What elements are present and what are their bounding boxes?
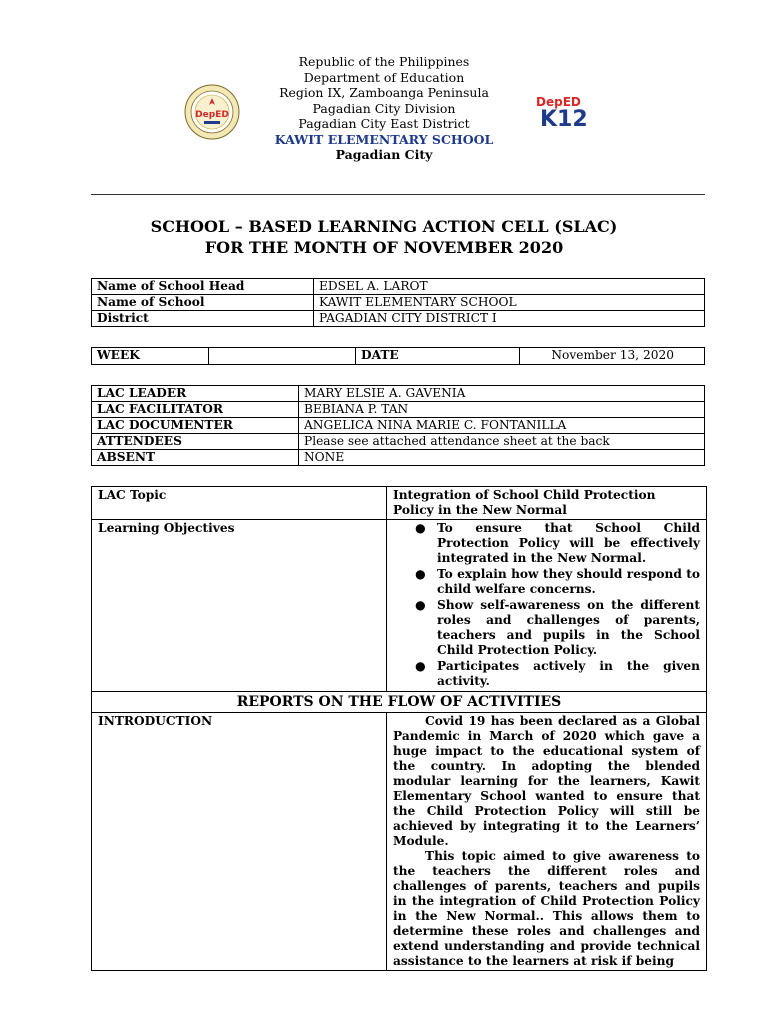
header-divider <box>91 194 705 195</box>
header-line-division: Pagadian City Division <box>312 100 456 116</box>
school-head-label: Name of School Head <box>92 279 314 295</box>
table-row <box>92 418 705 434</box>
school-info-table <box>91 278 705 327</box>
learning-objectives-label: Learning Objectives <box>92 520 387 692</box>
table-row <box>92 402 705 418</box>
table-row <box>92 450 705 466</box>
table-row <box>92 279 705 295</box>
objectives-list <box>393 521 700 689</box>
lac-leader-value: MARY ELSIE A. GAVENIA <box>299 386 705 402</box>
list-item <box>415 567 700 597</box>
table-row <box>92 311 705 327</box>
deped-k12-logo <box>534 94 612 128</box>
lac-documenter-value: ANGELICA NINA MARIE C. FONTANILLA <box>299 418 705 434</box>
bullet-icon: ● <box>415 521 426 535</box>
table-row <box>92 386 705 402</box>
header-line-department: Department of Education <box>303 69 465 85</box>
school-name-label: Name of School <box>92 295 314 311</box>
table-row <box>92 713 707 971</box>
header-line-region: Region IX, Zamboanga Peninsula <box>279 85 489 100</box>
bullet-icon: ● <box>415 659 426 673</box>
reports-heading: REPORTS ON THE FLOW OF ACTIVITIES <box>92 692 707 713</box>
bullet-icon: ● <box>415 567 426 581</box>
k12-logo-top: DepED <box>536 95 581 109</box>
k12-logo-bottom: K12 <box>540 107 588 128</box>
introduction-label: INTRODUCTION <box>92 713 387 971</box>
date-value: November 13, 2020 <box>520 348 705 365</box>
attendees-value: Please see attached attendance sheet at the back <box>299 434 705 450</box>
header-line-republic: Republic of the Philippines <box>298 54 470 69</box>
date-label: DATE <box>356 348 520 365</box>
school-name-value: KAWIT ELEMENTARY SCHOOL <box>314 295 705 311</box>
absent-value: NONE <box>299 450 705 466</box>
absent-label: ABSENT <box>92 450 299 466</box>
table-row <box>92 295 705 311</box>
seal-text: DepED <box>195 110 229 120</box>
header-city: Pagadian City <box>335 147 433 162</box>
lac-facilitator-label: LAC FACILITATOR <box>92 402 299 418</box>
title-line-2: FOR THE MONTH OF NOVEMBER 2020 <box>204 238 564 257</box>
list-item <box>415 598 700 658</box>
table-row <box>92 692 707 713</box>
lac-leader-label: LAC LEADER <box>92 386 299 402</box>
lac-topic-value: Integration of School Child Protection Policy in the New Normal <box>387 487 707 520</box>
attendees-label: ATTENDEES <box>92 434 299 450</box>
learning-objectives-cell <box>387 520 707 692</box>
table-row <box>92 520 707 692</box>
header-line-district: Pagadian City East District <box>298 116 470 131</box>
introduction-paragraph-2: This topic aimed to give awareness to the teachers the different roles and challenges of parents, teachers and pupils in the integration of Child Protection Policy in the New Normal.. This allows them to determine these roles and challenges and extend understanding and provide technical assistance to the learners at risk if being <box>393 849 700 968</box>
district-label: District <box>92 311 314 327</box>
title-line-1: SCHOOL – BASED LEARNING ACTION CELL (SLAC) <box>150 217 618 236</box>
header-school-name: KAWIT ELEMENTARY SCHOOL <box>274 131 494 147</box>
lac-topic-label: LAC Topic <box>92 487 387 520</box>
introduction-paragraph-1: Covid 19 has been declared as a Global Pandemic in March of 2020 which gave a huge impact to the educational system of the country. In adopting the blended modular learning for the learners, Kawit Elementary School wanted to ensure that the Child Protection Policy will still be achieved by integrating it to the Learners’ Module. <box>393 714 700 848</box>
bullet-icon: ● <box>415 598 426 612</box>
letterhead <box>0 54 768 163</box>
objective-text: Show self-awareness on the different roles and challenges of parents, teachers and pupils in the School Child Protection Policy. <box>437 598 700 657</box>
table-row <box>92 434 705 450</box>
lac-info-table <box>91 385 705 466</box>
list-item <box>415 659 700 689</box>
lac-activity-table <box>91 486 707 971</box>
objective-text: Participates actively in the given activity. <box>437 659 700 688</box>
week-value <box>209 348 356 365</box>
week-label: WEEK <box>92 348 209 365</box>
table-row <box>92 348 705 365</box>
list-item <box>415 521 700 566</box>
week-date-table <box>91 347 705 365</box>
objective-text: To explain how they should respond to child welfare concerns. <box>437 567 700 596</box>
lac-facilitator-value: BEBIANA P. TAN <box>299 402 705 418</box>
introduction-cell <box>387 713 707 971</box>
table-row <box>92 487 707 520</box>
document-title <box>0 216 768 258</box>
objective-text: To ensure that School Child Protection Policy will be effectively integrated in the New Normal. <box>437 521 700 565</box>
district-value: PAGADIAN CITY DISTRICT I <box>314 311 705 327</box>
lac-documenter-label: LAC DOCUMENTER <box>92 418 299 434</box>
school-head-value: EDSEL A. LAROT <box>314 279 705 295</box>
